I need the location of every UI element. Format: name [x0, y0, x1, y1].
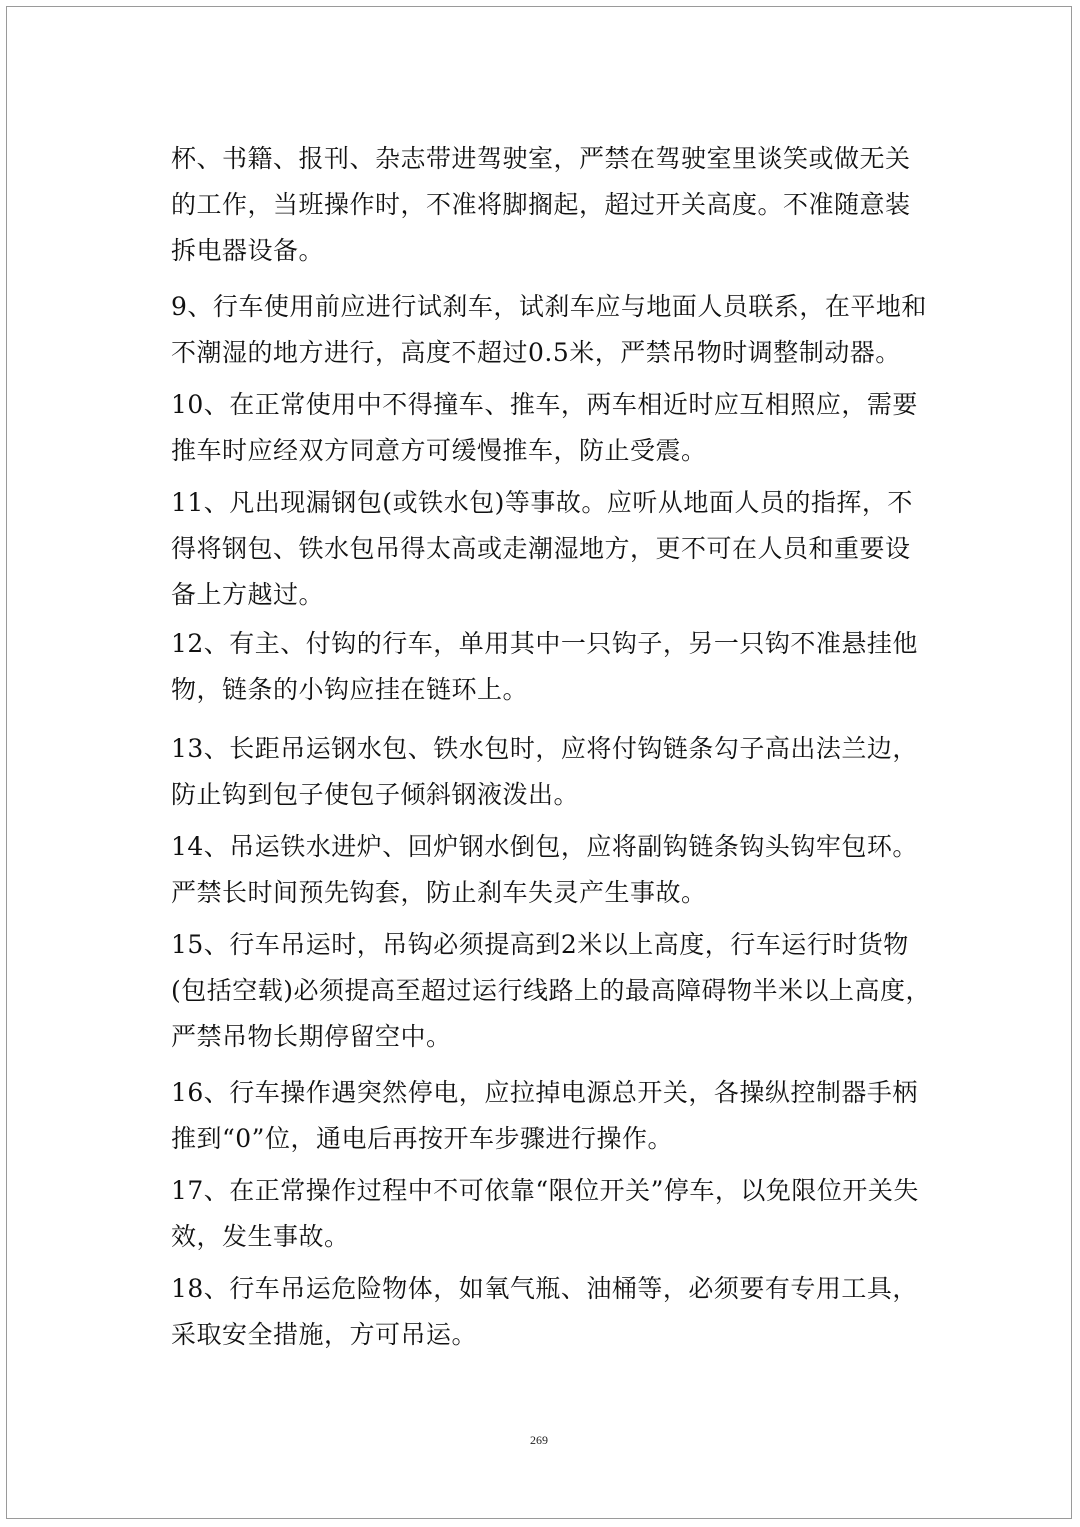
paragraph-11: 11、凡出现漏钢包(或铁水包)等事故。应听从地面人员的指挥，不得将钢包、铁水包吊得太高或走潮湿地方，更不可在人员和重要设备上方越过。 — [171, 488, 913, 609]
document-page — [6, 6, 1072, 1519]
paragraph-12: 12、有主、付钩的行车，单用其中一只钩子，另一只钩不准悬挂他物，链条的小钩应挂在链环上。 — [171, 629, 918, 704]
paragraph-17: 17、在正常操作过程中不可依靠“限位开关”停车，以免限位开关失效，发生事故。 — [171, 1176, 919, 1251]
paragraph-15: 15、行车吊运时，吊钩必须提高到2米以上高度，行车运行时货物(包括空载)必须提高至超过运行线路上的最高障碍物半米以上高度，严禁吊物长期停留空中。 — [171, 930, 932, 1051]
paragraph-9: 9、行车使用前应进行试刹车，试刹车应与地面人员联系，在平地和不潮湿的地方进行，高度不超过0.5米，严禁吊物时调整制动器。 — [171, 292, 927, 367]
paragraph-10: 10、在正常使用中不得撞车、推车，两车相近时应互相照应，需要推车时应经双方同意方可缓慢推车，防止受震。 — [171, 390, 918, 465]
page-number: 269 — [530, 1433, 548, 1447]
paragraph-13: 13、长距吊运钢水包、铁水包时，应将付钩链条勾子高出法兰边，防止钩到包子使包子倾斜钢液泼出。 — [171, 734, 918, 809]
paragraph-14: 14、吊运铁水进炉、回炉钢水倒包，应将副钩链条钩头钩牢包环。严禁长时间预先钩套，防止刹车失灵产生事故。 — [171, 832, 918, 907]
paragraph-18: 18、行车吊运危险物体，如氧气瓶、油桶等，必须要有专用工具，采取安全措施，方可吊运。 — [171, 1274, 918, 1349]
paragraph-continuation: 杯、书籍、报刊、杂志带进驾驶室，严禁在驾驶室里谈笑或做无关的工作，当班操作时，不准将脚搁起，超过开关高度。不准随意装拆电器设备。 — [171, 144, 911, 265]
paragraph-16: 16、行车操作遇突然停电，应拉掉电源总开关，各操纵控制器手柄推到“0”位，通电后再按开车步骤进行操作。 — [171, 1078, 918, 1153]
